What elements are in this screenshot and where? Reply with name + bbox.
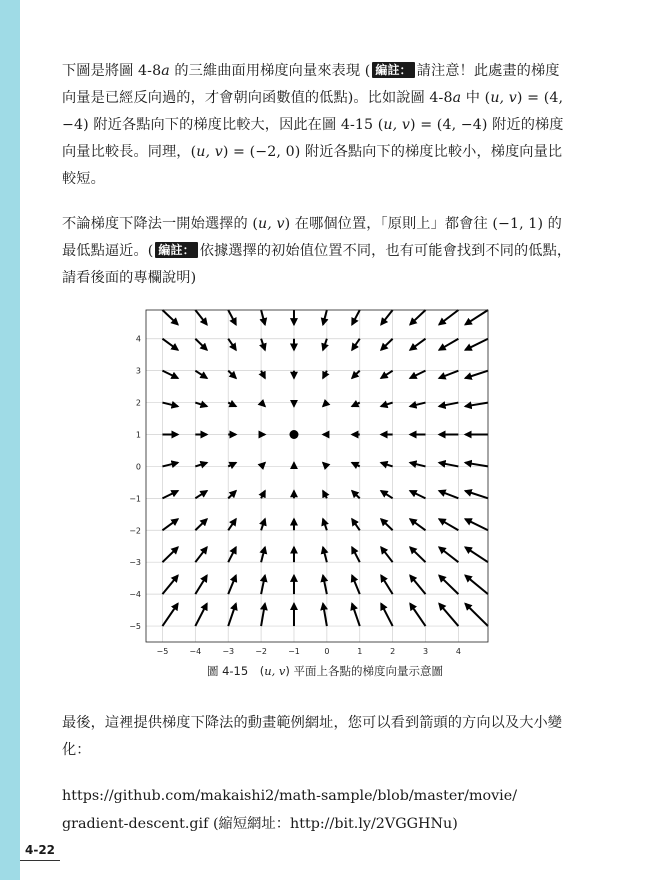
page-number-rule (20, 860, 60, 861)
gradient-arrow (323, 604, 327, 626)
gradient-arrow (439, 339, 458, 350)
gradient-arrow (228, 339, 236, 350)
gradient-arrow (228, 519, 236, 530)
gradient-arrow (439, 491, 458, 498)
gradient-arrow (352, 371, 360, 378)
p1-math-5: u, v (196, 144, 223, 160)
p1-math-1: a (161, 63, 170, 79)
gradient-arrow (261, 604, 265, 626)
gradient-arrow (261, 371, 265, 378)
gradient-arrow (195, 604, 207, 626)
gradient-arrow (352, 491, 360, 498)
gradient-arrow (261, 491, 265, 498)
gradient-arrow (228, 310, 236, 325)
page-number: 4-22 (25, 843, 56, 857)
p2-text-3: 依據選擇的初始值位置不同，也有可能會找到不同的低點，請看後面的專欄說明) (62, 243, 572, 286)
gradient-arrow (352, 339, 360, 350)
gradient-arrow (195, 371, 207, 378)
minimum-point (289, 430, 298, 439)
x-tick-label: −3 (222, 647, 235, 656)
figure-caption (0, 663, 650, 679)
gradient-arrow (195, 491, 207, 498)
editor-note-tag: 編註： (372, 62, 414, 78)
gradient-arrow (465, 463, 488, 467)
gradient-arrow (352, 403, 360, 407)
y-tick-label: 4 (135, 334, 141, 344)
gradient-arrow (439, 371, 458, 378)
x-tick-label: 4 (455, 647, 461, 656)
gradient-arrow (162, 519, 177, 530)
gradient-arrow (323, 463, 327, 467)
gradient-arrow (410, 491, 425, 498)
gradient-arrow (352, 519, 360, 530)
gradient-arrow (162, 403, 177, 407)
p1-math-2: a (452, 90, 462, 106)
x-tick-label: 1 (357, 647, 363, 656)
gradient-arrow (439, 463, 458, 467)
gradient-arrow (323, 491, 327, 498)
gradient-arrow (228, 491, 236, 498)
caption-math: u, v (264, 664, 286, 678)
gradient-arrow (410, 310, 425, 325)
y-tick-label: −1 (129, 494, 141, 504)
gradient-arrow (439, 519, 458, 530)
gradient-arrow (410, 403, 425, 407)
gradient-arrow (381, 519, 393, 530)
gradient-arrow (381, 491, 393, 498)
gradient-arrow (410, 371, 425, 378)
editor-note-tag-2: 編註： (155, 242, 197, 258)
gradient-arrow (228, 604, 236, 626)
gradient-arrow (162, 547, 177, 562)
gradient-arrow (261, 310, 265, 325)
gradient-arrow (261, 547, 265, 562)
gradient-vector-figure (120, 302, 500, 662)
x-tick-label: −5 (156, 647, 169, 656)
p1-text-1: 下圖是將圖 4-8 (62, 63, 162, 79)
y-tick-label: −4 (129, 590, 141, 600)
gradient-arrow (410, 604, 425, 626)
p1-math-3: u, v (490, 90, 517, 106)
paragraph-3: 最後，這裡提供梯度下降法的動畫範例網址，您可以看到箭頭的方向以及大小變化： (62, 715, 563, 758)
lower-text (62, 710, 574, 838)
gradient-arrow (381, 403, 393, 407)
gradient-arrow (381, 547, 393, 562)
x-tick-label: 0 (324, 647, 330, 656)
gradient-arrow (465, 604, 488, 626)
gradient-arrow (465, 403, 488, 407)
p1-text-2: 的三維曲面用梯度向量來表現 ( (169, 63, 371, 79)
gradient-arrow (465, 310, 488, 325)
p1-text-6: ) = (4, −4) 附近的梯度向量比較長。同理，( (62, 117, 564, 160)
gradient-arrow (228, 575, 236, 594)
gradient-arrow (323, 371, 327, 378)
gradient-arrow (410, 463, 425, 467)
x-tick-label: −2 (255, 647, 267, 656)
gradient-arrow (352, 604, 360, 626)
gradient-arrow (465, 371, 488, 378)
gradient-arrow (195, 575, 207, 594)
gradient-arrow (352, 575, 360, 594)
gradient-arrow (228, 403, 236, 407)
gradient-arrow (195, 339, 207, 350)
gradient-arrow (323, 339, 327, 350)
gradient-arrow (261, 403, 265, 407)
gradient-arrow (261, 519, 265, 530)
gradient-arrow (465, 547, 488, 562)
paragraph-1 (62, 58, 572, 193)
gradient-arrow (162, 339, 177, 350)
gradient-arrow (261, 463, 265, 467)
gradient-arrow (381, 339, 393, 350)
quiver-plot (120, 302, 500, 662)
gradient-arrow (439, 310, 458, 325)
gradient-arrow (162, 575, 177, 594)
y-tick-label: 0 (135, 462, 141, 472)
gradient-arrow (465, 491, 488, 498)
gradient-arrow (465, 339, 488, 350)
y-tick-label: −5 (129, 622, 141, 632)
y-tick-label: 2 (135, 398, 141, 408)
gradient-arrow (261, 575, 265, 594)
caption-label: 圖 4-15 ( (206, 664, 265, 678)
gradient-arrow (439, 604, 458, 626)
gradient-arrow (323, 310, 327, 325)
gradient-arrow (323, 547, 327, 562)
gradient-arrow (465, 575, 488, 594)
gradient-arrow (410, 519, 425, 530)
paragraph-2 (62, 211, 572, 292)
body-text (62, 58, 572, 292)
url-line-2[interactable]: gradient-descent.gif (縮短網址：http://bit.ly/2VGGHNu) (62, 816, 458, 832)
gradient-arrow (195, 463, 207, 467)
side-accent-bar (0, 0, 20, 880)
x-tick-label: −4 (189, 647, 202, 656)
y-tick-label: 1 (135, 430, 141, 440)
p2-text-2: ) 在哪個位置，「原則上」都會往 (−1, 1) 的最低點逼近。( (62, 216, 562, 259)
gradient-arrow (195, 310, 207, 325)
gradient-arrow (381, 463, 393, 467)
gradient-arrow (162, 371, 177, 378)
gradient-arrow (465, 519, 488, 530)
p2-text-1: 不論梯度下降法一開始選擇的 ( (62, 216, 258, 232)
gradient-arrow (228, 547, 236, 562)
y-tick-label: 3 (135, 366, 141, 376)
gradient-arrow (352, 310, 360, 325)
gradient-arrow (323, 519, 327, 530)
gradient-arrow (439, 403, 458, 407)
gradient-arrow (381, 371, 393, 378)
gradient-arrow (352, 547, 360, 562)
gradient-arrow (323, 403, 327, 407)
x-tick-label: −1 (288, 647, 300, 656)
y-tick-label: −2 (129, 526, 141, 536)
x-tick-label: 3 (422, 647, 429, 656)
gradient-arrow (162, 463, 177, 467)
gradient-arrow (439, 547, 458, 562)
gradient-arrow (162, 310, 177, 325)
gradient-arrow (410, 547, 425, 562)
gradient-arrow (410, 339, 425, 350)
gradient-arrow (381, 310, 393, 325)
p1-math-4: u, v (383, 117, 410, 133)
gradient-arrow (195, 547, 207, 562)
gradient-arrow (162, 491, 177, 498)
gradient-arrow (261, 339, 265, 350)
gradient-arrow (352, 463, 360, 467)
y-tick-label: −3 (129, 558, 141, 568)
p1-text-4: 中 ( (461, 90, 491, 106)
caption-text: ) 平面上各點的梯度向量示意圖 (285, 664, 444, 678)
gradient-arrow (381, 575, 393, 594)
url-line-1[interactable]: https://github.com/makaishi2/math-sample/blob/master/movie/ (62, 788, 518, 804)
p1-text-5: ) = (4, −4) 附近各點向下的梯度比較大，因此在圖 4-15 ( (62, 90, 564, 133)
p2-math-1: u, v (257, 216, 285, 232)
p1-text-7: ) = (−2, 0) 附近各點向下的梯度比較小，梯度向量比較短。 (62, 144, 563, 187)
gradient-arrow (195, 403, 207, 407)
p1-text-3: 請注意！此處畫的梯度向量是已經反向過的，才會朝向函數值的低點)。比如說圖 4-8 (62, 63, 560, 106)
gradient-arrow (228, 371, 236, 378)
x-tick-label: 2 (390, 647, 396, 656)
gradient-arrow (162, 604, 177, 626)
gradient-arrow (439, 575, 458, 594)
gradient-arrow (323, 575, 327, 594)
gradient-arrow (228, 463, 236, 467)
gradient-arrow (410, 575, 425, 594)
gradient-arrow (381, 604, 393, 626)
gradient-arrow (195, 519, 207, 530)
